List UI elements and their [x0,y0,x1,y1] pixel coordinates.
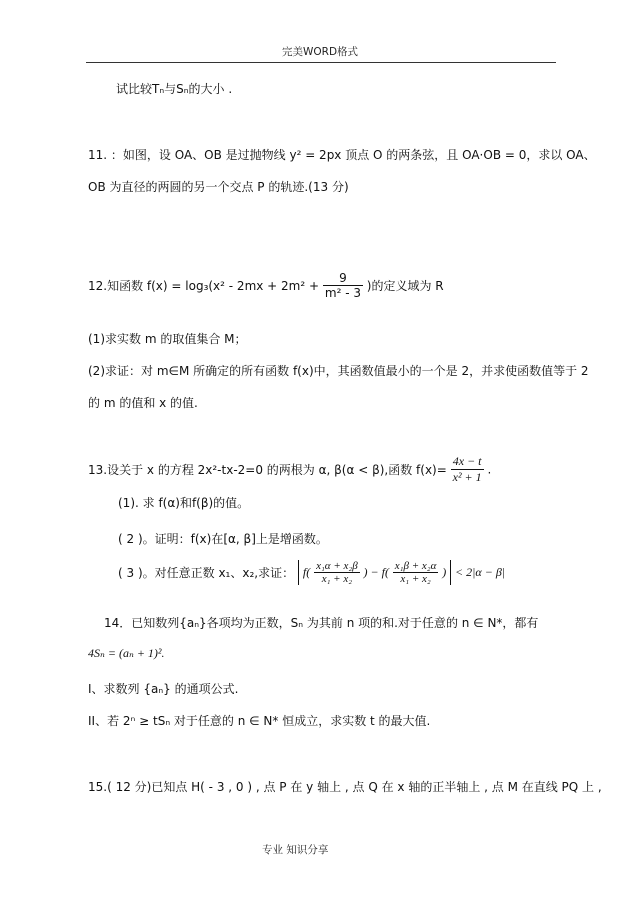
q13-part3-pre: ( 3 )。对任意正数 x₁、x₂,求证： [118,566,295,580]
q14-part2: II、若 2ⁿ ≥ tSₙ 对于任意的 n ∈ N* 恒成立，求实数 t 的最大值. [88,714,431,728]
q12-part1: (1)求实数 m 的取值集合 M； [88,332,247,346]
q12-intro: 12.知函数 f(x) = log₃(x² - 2mx + 2m² + [88,279,320,293]
q12-part2-line2: 的 m 的值和 x 的值. [88,396,198,410]
q13-mid: ) − f( [363,565,389,579]
q13-period: . [487,462,492,477]
q12-frac-den: m² - 3 [324,286,361,300]
q12-tail: )的定义域为 R [366,279,444,293]
q14-line2: 4Sₙ = (aₙ + 1)². [88,646,165,660]
page-footer: 专业 知识分享 [262,844,329,856]
q13-abs-expression [298,560,451,585]
q13-frac1 [314,560,360,585]
q13-intro: 13.设关于 x 的方程 2x²-tx-2=0 的两根为 α, β(α < β),函数 f(x)= [88,463,447,477]
page-header: 完美WORD格式 [282,46,359,58]
header-rule [86,62,556,63]
q13-rhs: < 2|α − β| [455,565,506,579]
q13-frac1-num: x₁α + x₂β [316,560,358,572]
q11-line2: OB 为直径的两圆的另一个交点 P 的轨迹.(13 分) [88,180,349,194]
q13-part1: (1). 求 f(α)和f(β)的值。 [118,496,250,510]
q13-part2: ( 2 )。证明：f(x)在[α, β]上是增函数。 [118,532,328,546]
q13-frac2 [393,560,439,585]
q13-frac-num: 4x − t [452,454,482,468]
q11-line1: 11. ：如图，设 OA、OB 是过抛物线 y² = 2px 顶点 O 的两条弦，且 OA·OB = 0，求以 OA、 [88,148,596,162]
q14-part1: I、求数列 {aₙ} 的通项公式. [88,682,239,696]
q13-close: ) [442,565,447,579]
q13-f1-open: f( [302,565,311,579]
q14-line1: 14．已知数列{aₙ}各项均为正数，Sₙ 为其前 n 项的和.对于任意的 n ∈ N*，都有 [104,616,539,630]
q13-intro-line [88,454,491,485]
q13-frac1-den: x₁ + x₂ [314,572,360,585]
q12-frac-num: 9 [339,271,347,285]
q13-fraction [451,454,484,485]
q13-frac-den: x² + 1 [452,470,482,484]
q12-function-line [88,271,444,300]
q13-frac2-num: x₁β + x₂α [394,560,437,572]
q12-part2-line1: (2)求证：对 m∈M 所确定的所有函数 f(x)中，其函数值最小的一个是 2，并求使函数值等于 2 [88,364,589,378]
q12-fraction [323,271,363,300]
q13-frac2-den: x₁ + x₂ [393,572,439,585]
q13-part3-line [118,560,505,585]
q15-line1: 15.( 12 分)已知点 H( - 3 , 0 ) , 点 P 在 y 轴上 , 点 Q 在 x 轴的正半轴上 , 点 M 在直线 PQ 上 , [88,780,602,794]
q10-compare-text: 试比较Tₙ与Sₙ的大小 . [116,82,233,96]
